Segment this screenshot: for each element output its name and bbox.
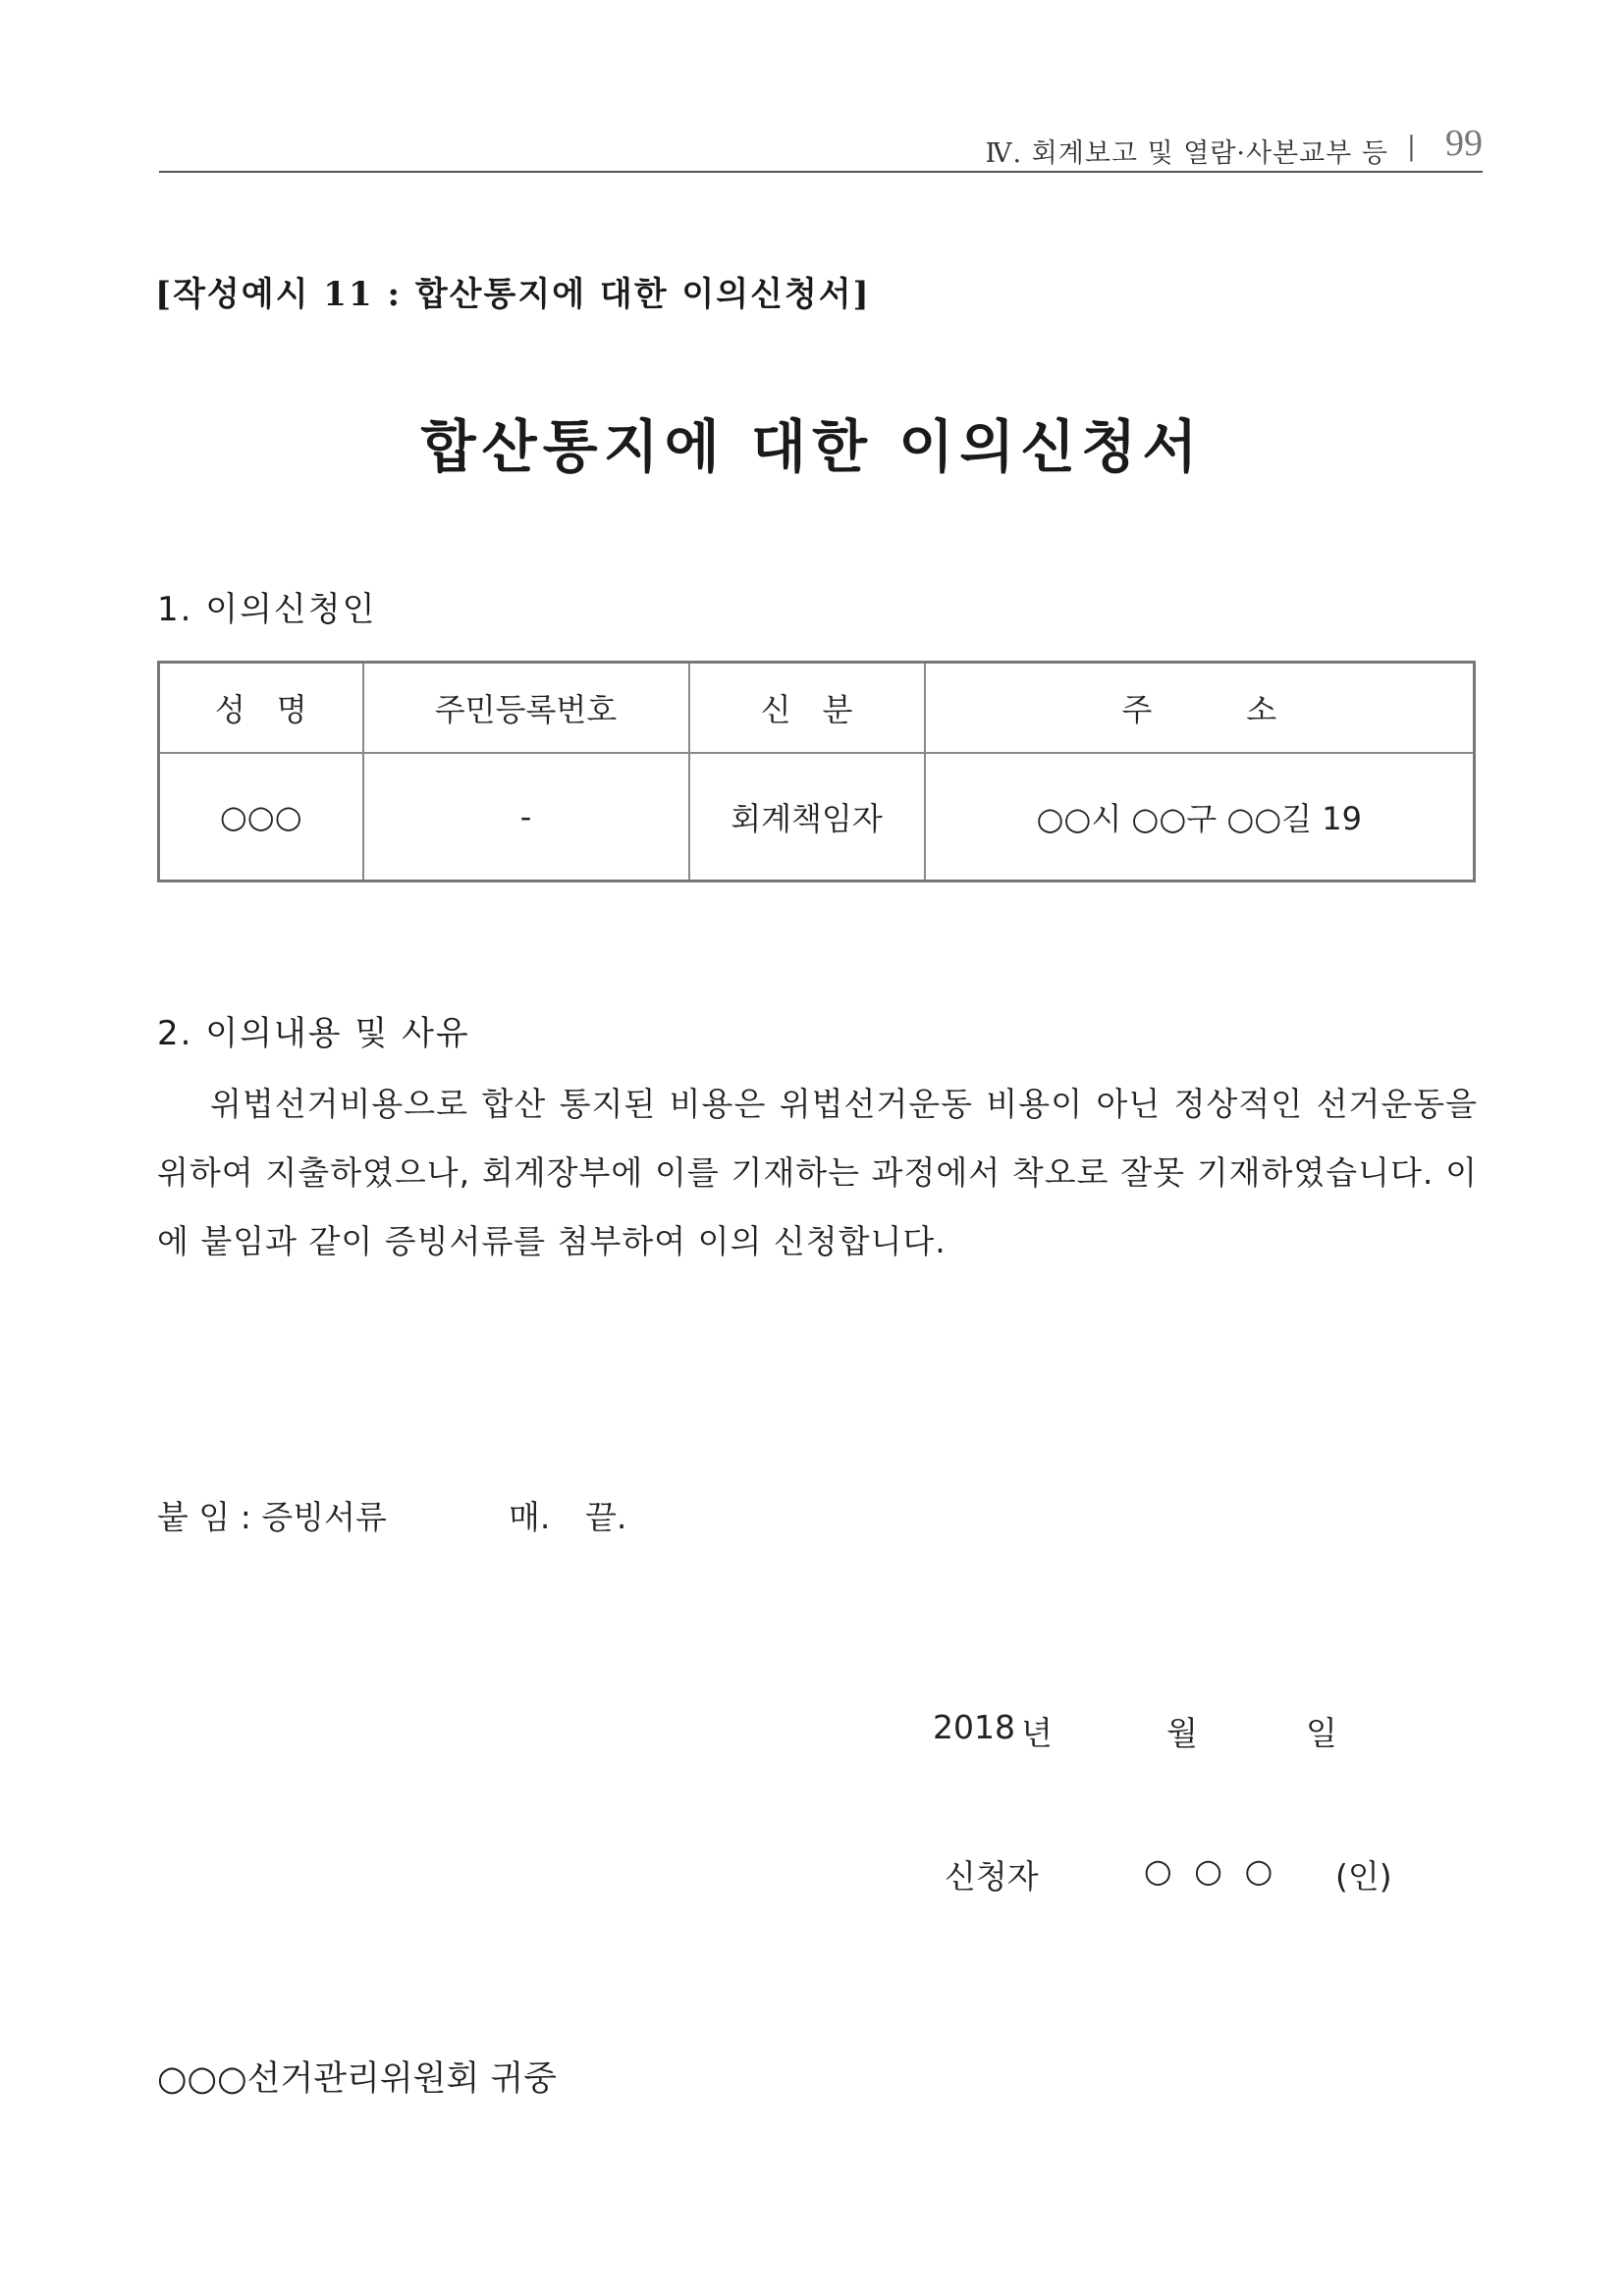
applicant-table	[157, 661, 1476, 882]
addressee: ○○○선거관리위원회 귀중	[157, 2059, 558, 2099]
attachment-end: 끝.	[585, 1498, 627, 1536]
cell-address: ○○시 ○○구 ○○길 19	[925, 753, 1475, 881]
seal-mark: (인)	[1335, 1857, 1392, 1896]
cell-status: 회계책임자	[689, 753, 925, 881]
date-year: 2018	[933, 1708, 1015, 1746]
applicant-label: 신청자	[945, 1857, 1039, 1896]
section1-heading: 1. 이의신청인	[157, 590, 377, 629]
cell-resident-number: -	[363, 753, 689, 881]
date-year-unit: 년	[1021, 1714, 1053, 1752]
header-address: 주 소	[925, 663, 1475, 754]
document-title: 합산통지에 대한 이의신청서	[420, 413, 1204, 480]
objection-body: 위법선거비용으로 합산 통지된 비용은 위법선거운동 비용이 아닌 정상적인 선거운동을 위하여 지출하였으나, 회계장부에 이를 기재하는 과정에서 착오로 잘못 기재하였습니다. 이에 붙임과 같이 증빙서류를 첨부하여 이의 신청합니다.	[157, 1085, 1478, 1260]
header-name: 성 명	[159, 663, 363, 754]
running-header	[159, 116, 1483, 173]
header-divider: |	[1406, 132, 1416, 162]
section2-heading: 2. 이의내용 및 사유	[157, 1014, 470, 1053]
page-number: 99	[1445, 123, 1483, 164]
attachment-label: 붙 임 : 증빙서류	[157, 1498, 387, 1536]
table-header-row	[159, 663, 1475, 754]
example-label: [작성예시 11 : 합산통지에 대한 이의신청서]	[155, 275, 871, 314]
attachment-count: 매.	[509, 1498, 551, 1536]
date-month-unit: 월	[1166, 1714, 1198, 1752]
chapter-title: Ⅳ. 회계보고 및 열람·사본교부 등	[985, 138, 1388, 169]
applicant-name: ○ ○ ○	[1144, 1851, 1279, 1890]
date-day-unit: 일	[1306, 1714, 1337, 1752]
header-resident-number: 주민등록번호	[363, 663, 689, 754]
table-row	[159, 753, 1475, 881]
cell-name: ○○○	[159, 753, 363, 881]
header-status: 신 분	[689, 663, 925, 754]
